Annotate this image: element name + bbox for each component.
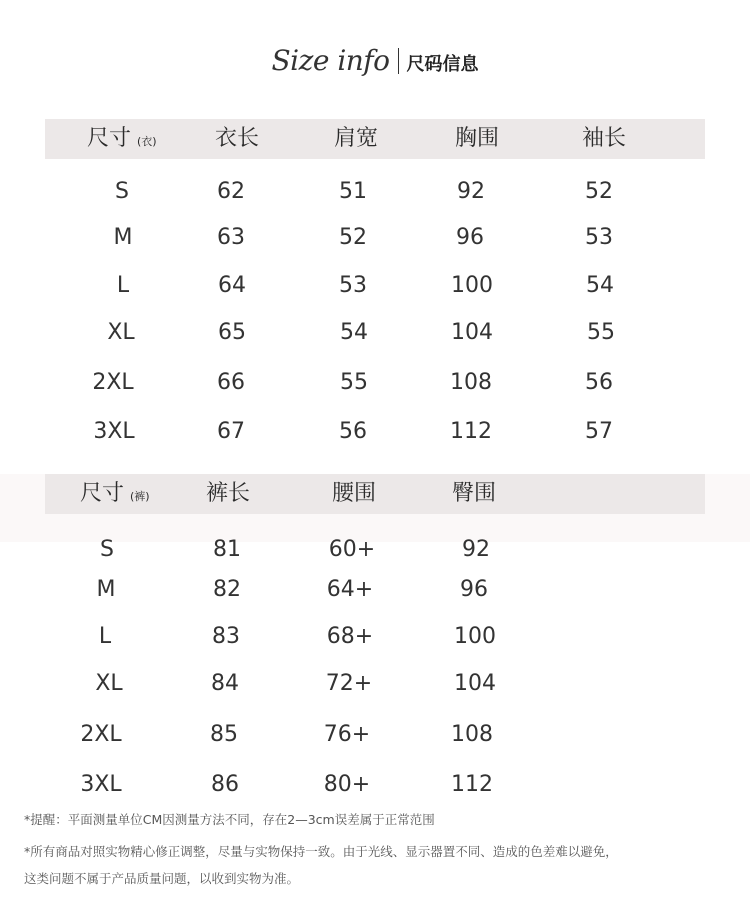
cell-value: 53	[339, 273, 367, 298]
top-header-size	[87, 119, 157, 159]
cell-value: 92	[462, 537, 490, 562]
cell-value: 81	[213, 537, 241, 562]
page-title	[0, 44, 750, 77]
cell-size: L	[98, 624, 112, 649]
title-chinese: 尺码信息	[406, 54, 479, 75]
cell-value: 112	[451, 772, 493, 797]
cell-value: 108	[451, 722, 493, 747]
cell-size: S	[115, 179, 129, 204]
measurement-note: *提醒：平面测量单位CM因测量方法不同，存在2—3cm误差属于正常范围	[24, 812, 435, 827]
cell-value: 100	[451, 273, 493, 298]
cell-value: 104	[451, 320, 493, 345]
cell-value: 72+	[325, 671, 373, 696]
title-english: Size info	[271, 44, 390, 77]
cell-value: 108	[450, 370, 492, 395]
top-header-col: 袖长	[582, 126, 627, 151]
cell-value: 56	[339, 419, 367, 444]
top-table-header	[45, 119, 705, 159]
bottom-header-size-label: 尺寸	[80, 481, 125, 506]
title-divider	[398, 48, 399, 74]
cell-value: 51	[339, 179, 367, 204]
cell-value: 80+	[323, 772, 371, 797]
cell-value: 76+	[323, 722, 371, 747]
cell-size: 3XL	[80, 772, 122, 797]
cell-size: 2XL	[92, 370, 134, 395]
cell-size: 3XL	[93, 419, 135, 444]
bottom-header-col: 裤长	[206, 481, 251, 506]
top-header-col: 衣长	[215, 126, 260, 151]
cell-size: XL	[95, 671, 123, 696]
top-header-col: 胸围	[455, 126, 500, 151]
cell-value: 65	[218, 320, 246, 345]
color-note-line1: *所有商品对照实物精心修正调整，尽量与实物保持一致。由于光线、显示器置不同、造成的色差难以避免，	[24, 844, 618, 859]
cell-size: M	[113, 225, 133, 250]
cell-value: 64+	[326, 577, 374, 602]
cell-value: 52	[339, 225, 367, 250]
cell-value: 63	[217, 225, 245, 250]
cell-value: 60+	[328, 537, 376, 562]
bottom-header-col: 臀围	[452, 481, 497, 506]
top-header-size-label: 尺寸	[87, 126, 132, 151]
cell-value: 104	[454, 671, 496, 696]
cell-value: 68+	[326, 624, 374, 649]
cell-value: 82	[213, 577, 241, 602]
cell-value: 64	[218, 273, 246, 298]
cell-value: 84	[211, 671, 239, 696]
cell-value: 62	[217, 179, 245, 204]
top-header-col: 肩宽	[334, 126, 379, 151]
cell-value: 83	[212, 624, 240, 649]
bottom-table-header	[45, 474, 705, 514]
cell-value: 92	[457, 179, 485, 204]
cell-value: 56	[585, 370, 613, 395]
cell-size: S	[100, 537, 114, 562]
cell-value: 86	[211, 772, 239, 797]
cell-value: 100	[454, 624, 496, 649]
top-header-size-note: (衣)	[137, 135, 157, 148]
cell-value: 53	[585, 225, 613, 250]
cell-size: L	[116, 273, 130, 298]
cell-value: 55	[340, 370, 368, 395]
cell-value: 85	[210, 722, 238, 747]
cell-value: 66	[217, 370, 245, 395]
cell-value: 57	[585, 419, 613, 444]
cell-value: 54	[340, 320, 368, 345]
cell-value: 112	[450, 419, 492, 444]
cell-size: XL	[107, 320, 135, 345]
cell-value: 67	[217, 419, 245, 444]
cell-value: 96	[456, 225, 484, 250]
bottom-header-size	[80, 474, 150, 514]
cell-value: 96	[460, 577, 488, 602]
cell-size: 2XL	[80, 722, 122, 747]
bottom-header-col: 腰围	[332, 481, 377, 506]
cell-value: 52	[585, 179, 613, 204]
color-note-line2: 这类问题不属于产品质量问题，以收到实物为准。	[24, 871, 300, 886]
cell-size: M	[96, 577, 116, 602]
cell-value: 55	[587, 320, 615, 345]
bottom-header-size-note: (裤)	[130, 490, 150, 503]
cell-value: 54	[586, 273, 614, 298]
